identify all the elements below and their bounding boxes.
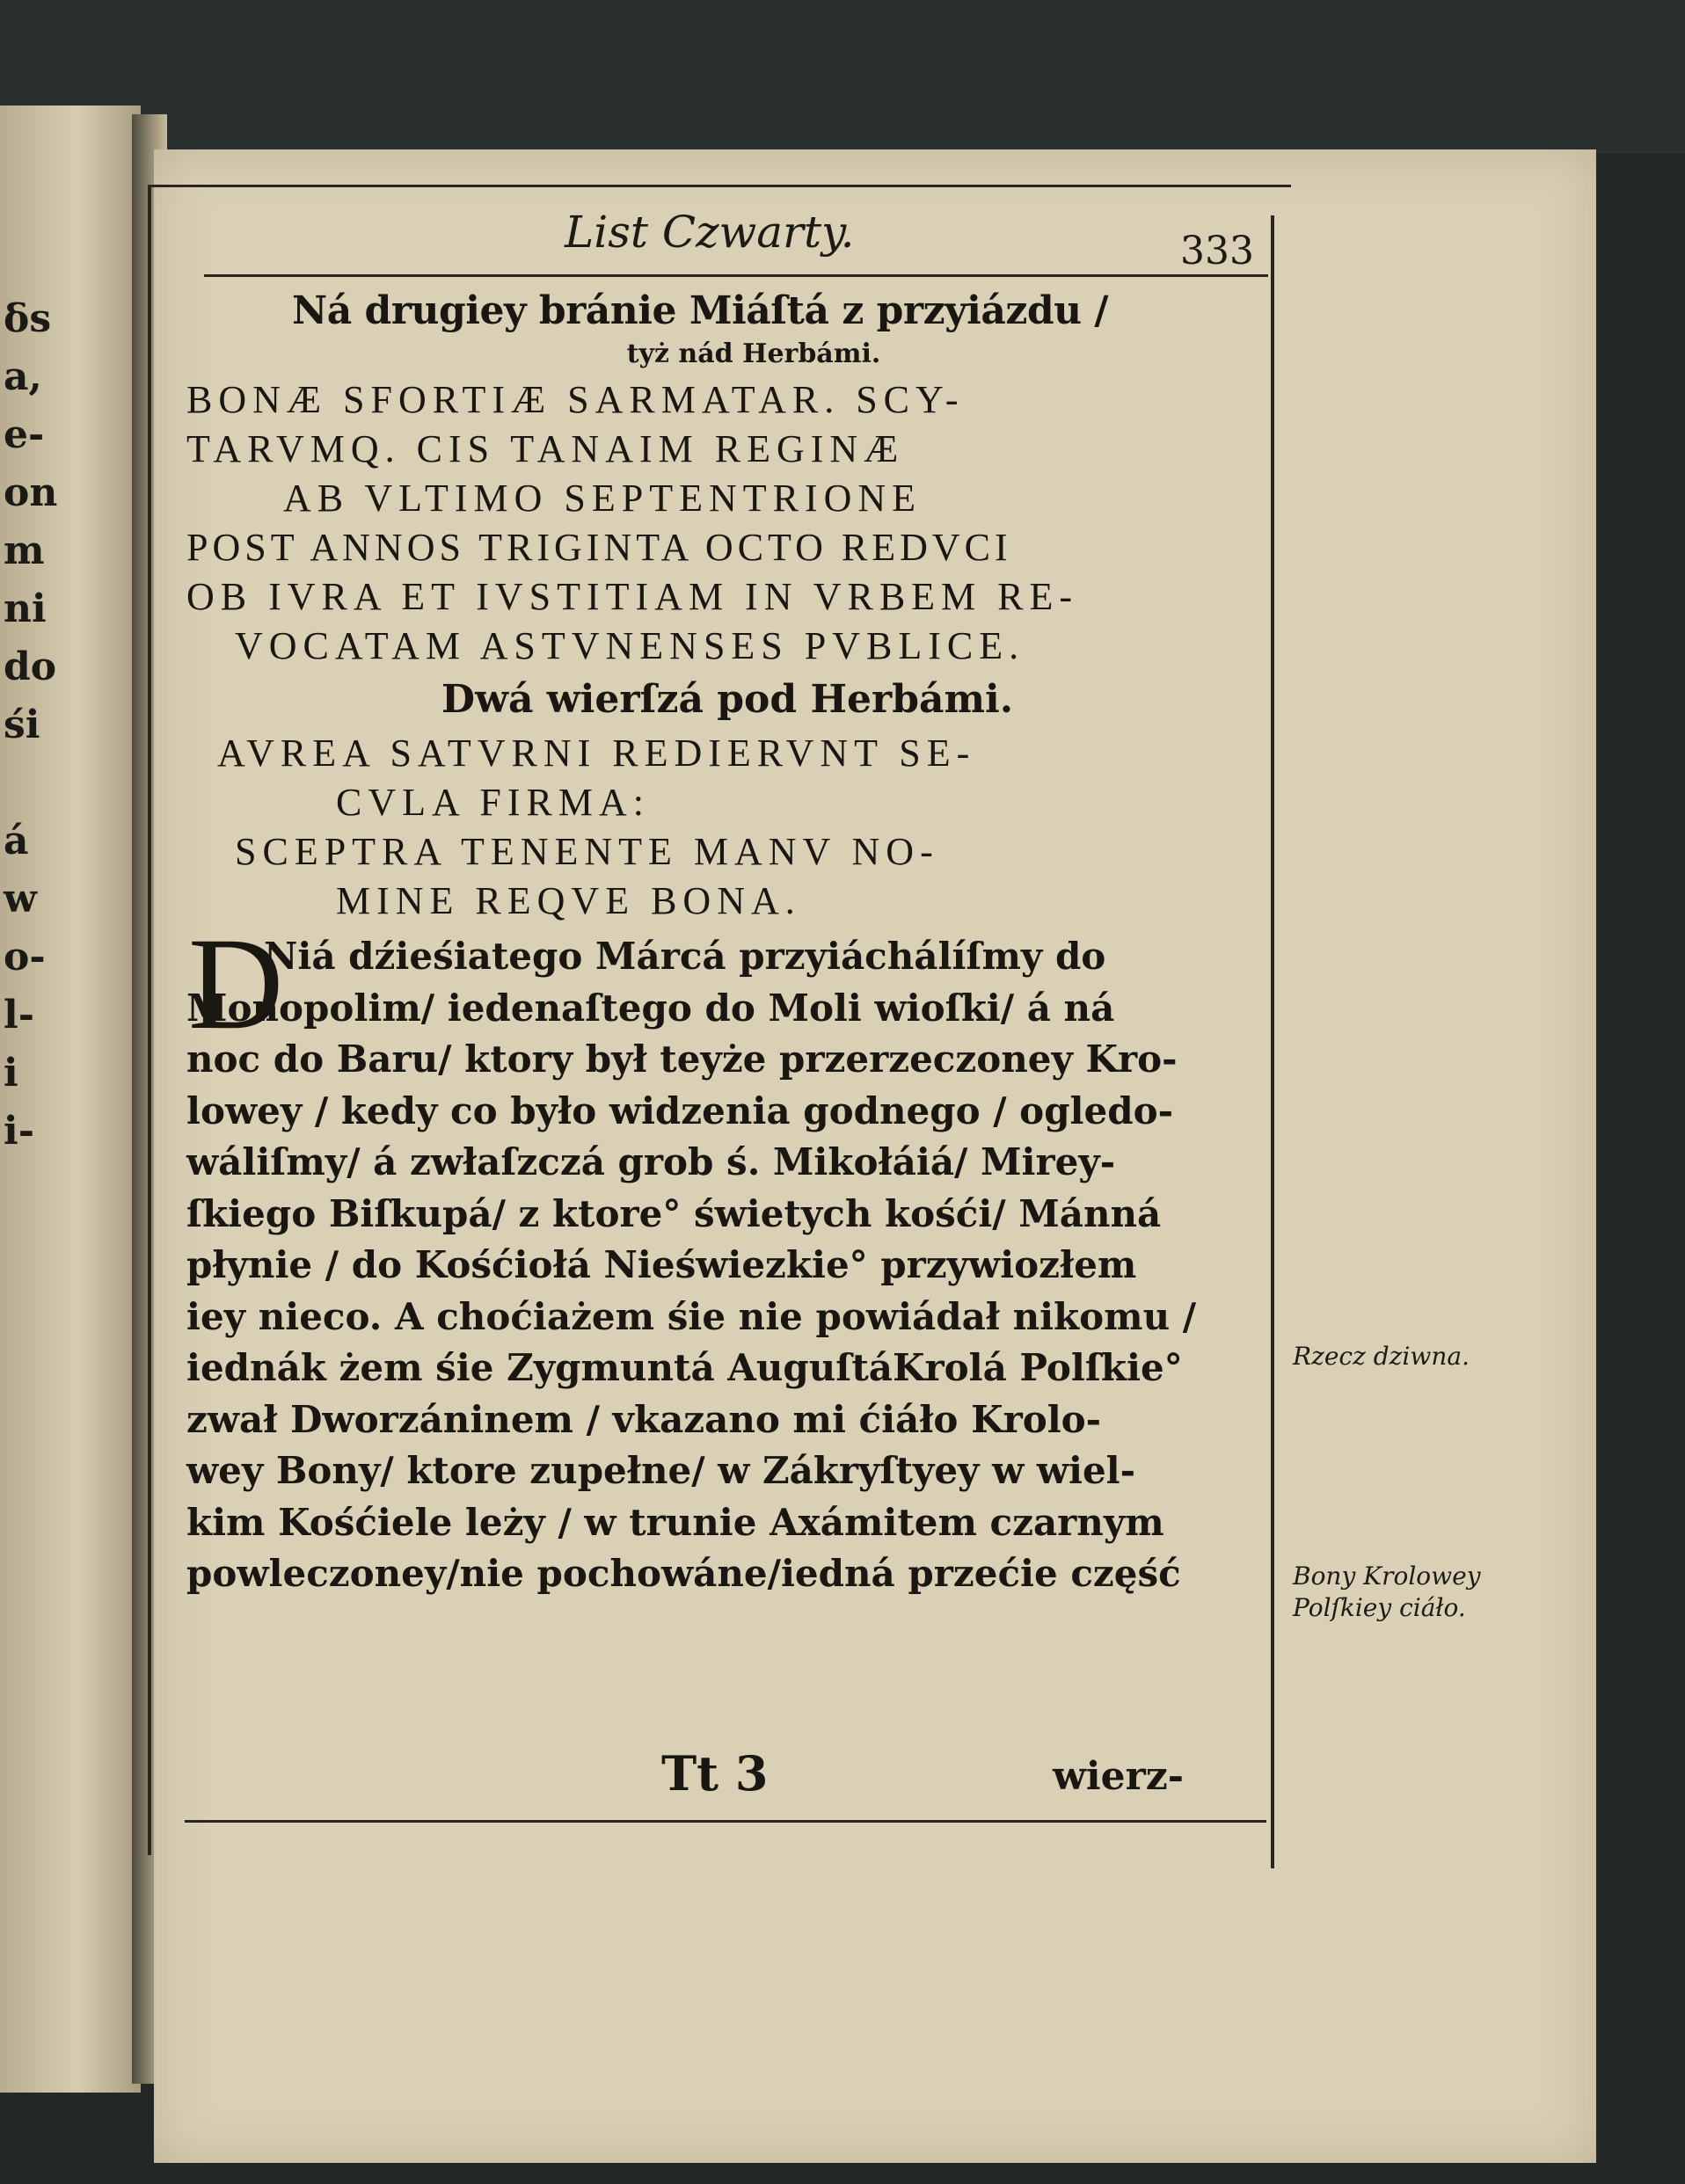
left-page-edge <box>0 106 141 2093</box>
verse-line: SCEPTRA TENENTE MANV NO- <box>235 830 939 873</box>
left-page-fragments <box>4 290 141 1161</box>
margin-note-2-line-2: Polſkiey ciáło. <box>1293 1593 1466 1622</box>
left-fragment: o- <box>4 935 46 979</box>
left-fragment: do <box>4 644 57 689</box>
signature-mark: Tt 3 <box>661 1745 769 1802</box>
inscription-line: VOCATAM ASTVNENSES PVBLICE. <box>235 624 1025 667</box>
running-title: List Czwarty. <box>565 207 855 258</box>
verse-line: MINE REQVE BONA. <box>336 879 801 922</box>
paragraph-line: Niá dźieśiatego Márcá przyiáchálíſmy do <box>264 935 1106 978</box>
paragraph-line: płynie / do Kośćiołá Nieświezkie° przywiozłem <box>186 1243 1137 1286</box>
catchword: wierz- <box>1053 1754 1185 1799</box>
left-fragment: w <box>4 877 37 921</box>
left-frame-rule <box>148 185 151 1855</box>
left-fragment: śi <box>4 703 40 747</box>
page-footer <box>186 1745 1268 1816</box>
background-top <box>0 0 1685 154</box>
verses-heading: Dwá wierſzá pod Herbámi. <box>441 677 1014 722</box>
paragraph-line: iey nieco. A choćiażem śie nie powiádał nikomu / <box>186 1294 1197 1338</box>
paragraph-line: noc do Baru/ ktory był teyże przerzeczoney Kro- <box>186 1037 1178 1081</box>
inscription-line: OB IVRA ET IVSTITIAM IN VRBEM RE- <box>186 575 1079 618</box>
paragraph-line: powleczoney/nie pochowáne/iedná przećie część <box>186 1552 1181 1595</box>
inscription-line: AB VLTIMO SEPTENTRIONE <box>283 477 923 520</box>
paragraph-line: kim Kośćiele leży / w trunie Axámitem czarnym <box>186 1500 1164 1544</box>
page-number: 333 <box>1180 229 1254 273</box>
header-rule <box>204 274 1268 277</box>
paragraph-line: wey Bony/ ktore zupełne/ w Zákryſtyey w wiel- <box>186 1449 1136 1492</box>
left-fragment <box>4 754 141 812</box>
drop-cap: D <box>188 911 284 1057</box>
left-fragment: a, <box>4 354 42 399</box>
inscription-line: POST ANNOS TRIGINTA OCTO REDVCI <box>186 526 1012 569</box>
paragraph-line: iednák żem śie Zygmuntá AuguſtáKrolá Polſkie° <box>186 1346 1183 1389</box>
left-fragment: i <box>4 1051 18 1096</box>
paragraph-line: wáliſmy/ á zwłaſzczá grob ś. Mikołáiá/ Mirey- <box>186 1140 1116 1183</box>
margin-note-2 <box>1293 1561 1481 1624</box>
paragraph-line: ſkiego Biſkupá/ z ktore° świetych kośći/ Mánná <box>186 1191 1162 1235</box>
paragraph-line: Monopolim/ iedenaſtego do Moli wioſki/ á ná <box>186 986 1115 1030</box>
left-fragment: on <box>4 470 58 515</box>
margin-note-1-text: Rzecz dziwna. <box>1293 1342 1470 1371</box>
inscription-line: TARVMQ. CIS TANAIM REGINÆ <box>186 427 905 470</box>
left-fragment: l- <box>4 993 34 1037</box>
margin-note-2-line-1: Bony Krolowey <box>1293 1562 1481 1591</box>
footer-rule <box>185 1820 1266 1823</box>
verse-line: AVREA SATVRNI REDIERVNT SE- <box>217 732 976 775</box>
left-fragment: i- <box>4 1109 34 1154</box>
paragraph-line: lowey / kedy co było widzenia godnego / ogledo- <box>186 1088 1174 1132</box>
right-frame-rule <box>1271 215 1274 1868</box>
top-frame-rule <box>148 185 1291 187</box>
inscription-line: BONÆ SFORTIÆ SARMATAR. SCY- <box>186 378 965 421</box>
left-fragment: á <box>4 819 29 863</box>
heading-line-1: Ná drugiey bránie Miáſtá z przyiázdu / <box>292 288 1108 333</box>
left-fragment: ẟs <box>4 296 52 341</box>
paragraph-line: zwał Dworzáninem / vkazano mi ćiáło Krolo- <box>186 1397 1102 1441</box>
running-header <box>186 202 1268 273</box>
margin-note-1 <box>1293 1341 1470 1372</box>
verses <box>186 729 1268 926</box>
inscription <box>186 375 1268 671</box>
heading-line-2: tyż nád Herbámi. <box>626 339 881 369</box>
page-body <box>186 286 1268 1600</box>
text-block <box>186 202 1268 1732</box>
left-fragment: m <box>4 528 45 573</box>
left-fragment: ni <box>4 586 47 631</box>
main-paragraph <box>186 911 1268 1600</box>
verse-line: CVLA FIRMA: <box>336 781 650 824</box>
left-fragment: e- <box>4 412 45 457</box>
